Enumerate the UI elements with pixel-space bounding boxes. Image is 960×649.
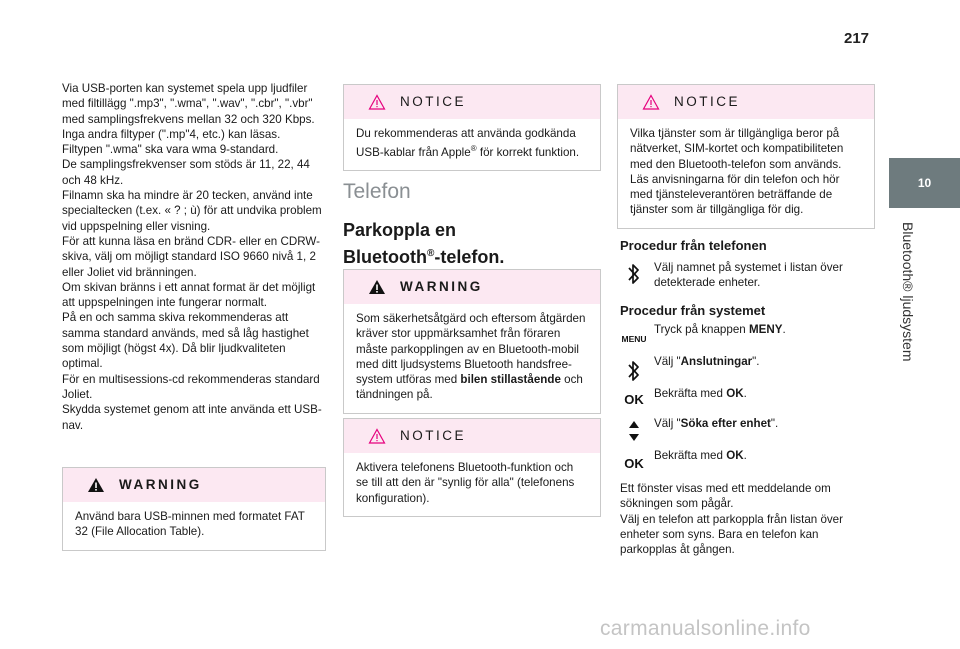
procedure-step [654,322,864,337]
notice-icon [368,428,386,444]
registered-mark: ® [470,144,477,154]
subsection-title [343,218,603,269]
warning-header [344,270,600,304]
ok-button-icon: OK [624,456,644,471]
chapter-title [889,222,925,392]
notice-box-services [617,84,875,229]
step-text: Bekräfta med [654,387,727,400]
procedure-step [654,448,864,463]
chapter-tab[interactable]: 10 [889,158,960,208]
up-down-arrows-icon [628,420,640,442]
usb-info-text [62,81,324,433]
warning-header [63,468,325,502]
paragraph: De samplingsfrekvenser som stöds är 11, 22, 44 och 48 kHz. [62,158,310,187]
step-end: . [743,449,747,462]
chapter-title-text: Bluetooth® ljudsystem [900,222,916,362]
notice-box-bluetooth [343,418,601,517]
step-key: OK [726,449,744,462]
notice-icon [642,94,660,110]
step-end: ". [770,417,779,430]
step-text: Tryck på knappen [654,323,749,336]
subsection-line1: Parkoppla en [343,220,457,240]
procedure-step [654,416,864,431]
warning-text-a: Som säkerhetsåtgärd och eftersom åtgärden kräver stor uppmärksamhet från föraren måste parkopplingen av en Bluetooth-mobil med ditt ljudsystems Bluetooth handsfree-system utföras med [356,312,586,387]
paragraph: Filnamn ska ha mindre är 20 tecken, använd inte specialtecken (t.ex. « ? ; ù) för att undvika problem vid uppspelning eller visning. [62,189,322,233]
step-key: Söka efter enhet [680,417,771,430]
notice-header [344,419,600,453]
step-end: . [782,323,786,336]
menu-button-icon: MENU [621,334,647,344]
registered-mark: ® [426,248,435,259]
warning-text [344,304,600,413]
step-text: Bekräfta med [654,449,727,462]
notice-text-a: Du rekommenderas att använda godkända USB-kablar från Apple [356,127,576,160]
procedure-step [654,354,864,369]
watermark: carmanualsonline.info [600,617,811,640]
warning-box-usb [62,467,326,551]
paragraph: Ett fönster visas med ett meddelande om sökningen som pågår. [620,482,831,511]
subsection-line2-b: -telefon. [434,247,505,267]
notice-header [618,85,874,119]
subsection-line2-a: Bluetooth [343,247,427,267]
step-text: Välj " [654,417,681,430]
paragraph: På en och samma skiva rekommenderas att samma standard används, med så låg hastighet som möjligt (högst 4x). Då blir ljudkvaliteten optimal. [62,311,309,371]
step-end: ". [752,355,760,368]
paragraph: Välj en telefon att parkoppla från listan över enheter som syns. Bara en telefon kan parkopplas åt gången. [620,512,843,557]
notice-label: NOTICE [400,94,467,110]
procedure-system-title: Procedur från systemet [620,303,766,318]
notice-text: Vilka tjänster som är tillgängliga beror på nätverket, SIM-kortet och kompatibiliteten med den Bluetooth-telefon som används. Läs anvisningarna för din telefon och hör med tjänsteleverantören beträffande de tjänster som är tillgängliga för dig. [630,127,844,217]
notice-icon [368,94,386,110]
notice-label: NOTICE [400,428,467,444]
bluetooth-icon [626,359,642,383]
paragraph: För en multisessions-cd rekommenderas standard Joliet. [62,372,320,401]
notice-box-usb-cables [343,84,601,171]
notice-text-b: för korrekt funktion. [476,146,580,160]
notice-header [344,85,600,119]
step-key: Anslutningar [680,355,753,368]
warning-label: WARNING [119,477,202,493]
step-text: Välj " [654,355,681,368]
step-key: MENY [748,323,783,336]
ok-button-icon: OK [624,392,644,407]
warning-box-pairing [343,269,601,414]
paragraph: Inga andra filtyper (".mp"4, etc.) kan läsas. [62,127,281,141]
warning-text-b: och tändningen på. [356,373,583,402]
paragraph: Om skivan bränns i ett annat format är det möjligt att uppspelningen inte fungerar normalt. [62,280,316,310]
notice-label: NOTICE [674,94,741,110]
paragraph: Via USB-porten kan systemet spela upp ljudfiler med filtillägg ".mp3", ".wma", ".wav", ".cbr", ".vbr" med samplingsfrekvens mellan 32 och 320 Kbps. [62,82,315,126]
warning-icon [87,477,105,493]
paragraph: För att kunna läsa en bränd CDR- eller en CDRW-skiva, välj om möjligt standard ISO 9660 nivå 1, 2 eller Joliet vid bränningen. [62,234,320,279]
notice-text: Aktivera telefonens Bluetooth-funktion och se till att den är "synlig för alla" (telefonens konfiguration). [356,461,575,505]
step-key: OK [726,387,744,400]
procedure-step [654,386,864,401]
warning-label: WARNING [400,279,483,295]
section-title: Telefon [343,180,411,203]
warning-text: Använd bara USB-minnen med formatet FAT 32 (File Allocation Table). [75,510,305,539]
notice-text [344,119,600,170]
step-end: . [743,387,747,400]
procedure-phone-title: Procedur från telefonen [620,238,767,253]
warning-icon [368,279,386,295]
paragraph: Skydda systemet genom att inte använda ett USB-nav. [62,403,322,432]
procedure-phone-step: Välj namnet på systemet i listan över detekterade enheter. [654,261,843,290]
paragraph: Filtypen ".wma" ska vara wma 9-standard. [62,143,279,157]
subsection-line2 [343,242,603,269]
page-number: 217 [844,30,870,47]
final-text [620,481,858,557]
bluetooth-icon [626,262,642,286]
warning-text-bold: bilen stillastående [460,373,561,387]
